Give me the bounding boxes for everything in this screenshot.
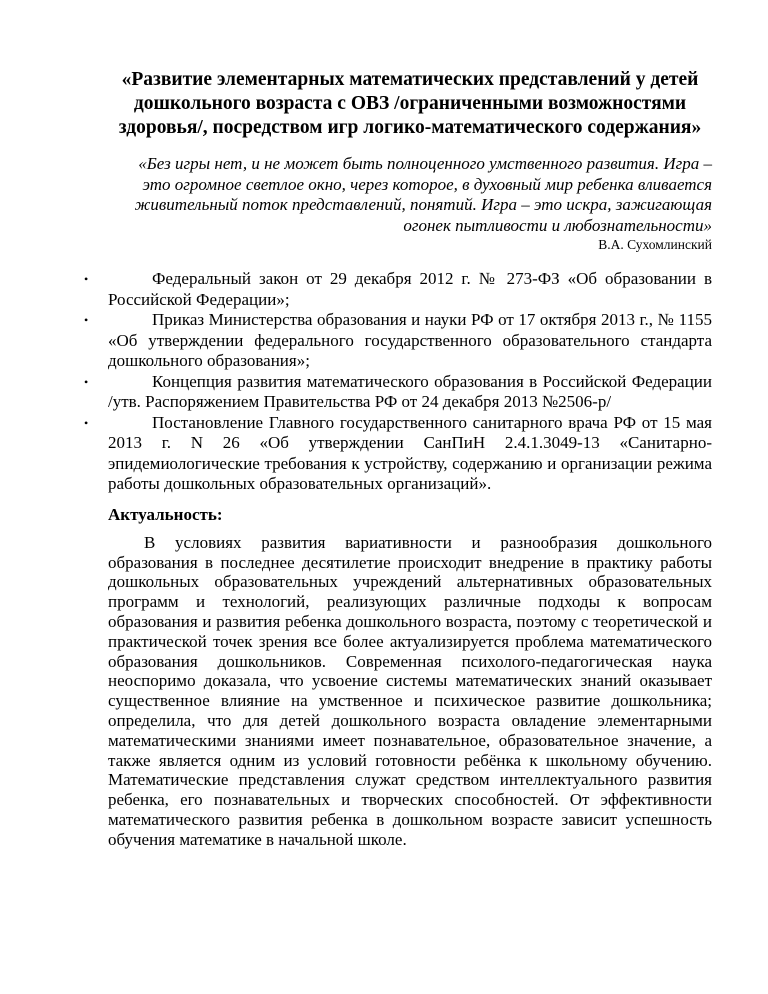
list-item: [84, 310, 712, 372]
document-title: «Развитие элементарных математических представлений у детей дошкольного возраста с ОВЗ /ограниченными возможностями здоровья/, посредством игр логико-математического содержания»: [118, 69, 702, 138]
bullet-icon: •: [84, 374, 89, 389]
list-item-text: Концепция развития математического образования в Российской Федерации /утв. Распоряжением Правительства РФ от 24 декабря 2013 №2506-р/: [108, 371, 712, 412]
list-item: [84, 412, 712, 495]
bullet-icon: •: [84, 415, 89, 430]
bullet-icon: •: [84, 313, 89, 328]
list-item-text: Федеральный закон от 29 декабря 2012 г. № 273-ФЗ «Об образовании в Российской Федерации»;: [108, 269, 712, 309]
list-item-text: Постановление Главного государственного санитарного врача РФ от 15 мая 2013 г. N 26 «Об утверждении СанПиН 2.4.1.3049-13 «Санитарно-эпидемиологические требования к устройству, содержанию и организации режима работы дошкольных образовательных организаций».: [108, 412, 712, 494]
list-item: [84, 371, 712, 413]
legal-basis-list: [84, 269, 712, 495]
list-item-text: Приказ Министерства образования и науки РФ от 17 октября 2013 г., № 1155 «Об утверждении федерального государственного образовательного стандарта дошкольного образования»;: [108, 310, 712, 371]
document-page: [84, 68, 712, 850]
epigraph-quote: «Без игры нет, и не может быть полноценного умственного развития. Игра – это огромное светлое окно, через которое, в духовный мир ребенка вливается живительный поток представлений, понятий. Игра – это искра, зажигающая огонек пытливости и любознательности»: [134, 154, 712, 235]
list-item: [84, 269, 712, 310]
relevance-heading: Актуальность:: [108, 504, 223, 524]
relevance-paragraph: В условиях развития вариативности и разнообразия дошкольного образования в последнее десятилетие происходит внедрение в практику работы дошкольных образовательных учреждений альтернативных образовательных программ и технологий, реализующих различные подходы к вопросам образования и развития ребенка дошкольного возраста, поэтому с теоретической и практической точек зрения все более актуализируется проблема математического образования дошкольников. Современная психолого-педагогическая наука неоспоримо доказала, что усвоение системы математических знаний оказывает существенное влияние на умственное и психическое развитие дошкольника; определила, что для детей дошкольного возраста овладение элементарными математическими знаниями имеет познавательное, образовательное значение, а также является одним из условий готовности ребёнка к школьному обучению. Математические представления служат средством интеллектуального развития ребенка, его познавательных и творческих способностей. От эффективности математического развития ребенка в дошкольном возрасте зависит успешность обучения математике в начальной школе.: [108, 532, 712, 849]
bullet-icon: •: [84, 272, 89, 287]
epigraph-author: В.А. Сухомлинский: [598, 237, 712, 253]
